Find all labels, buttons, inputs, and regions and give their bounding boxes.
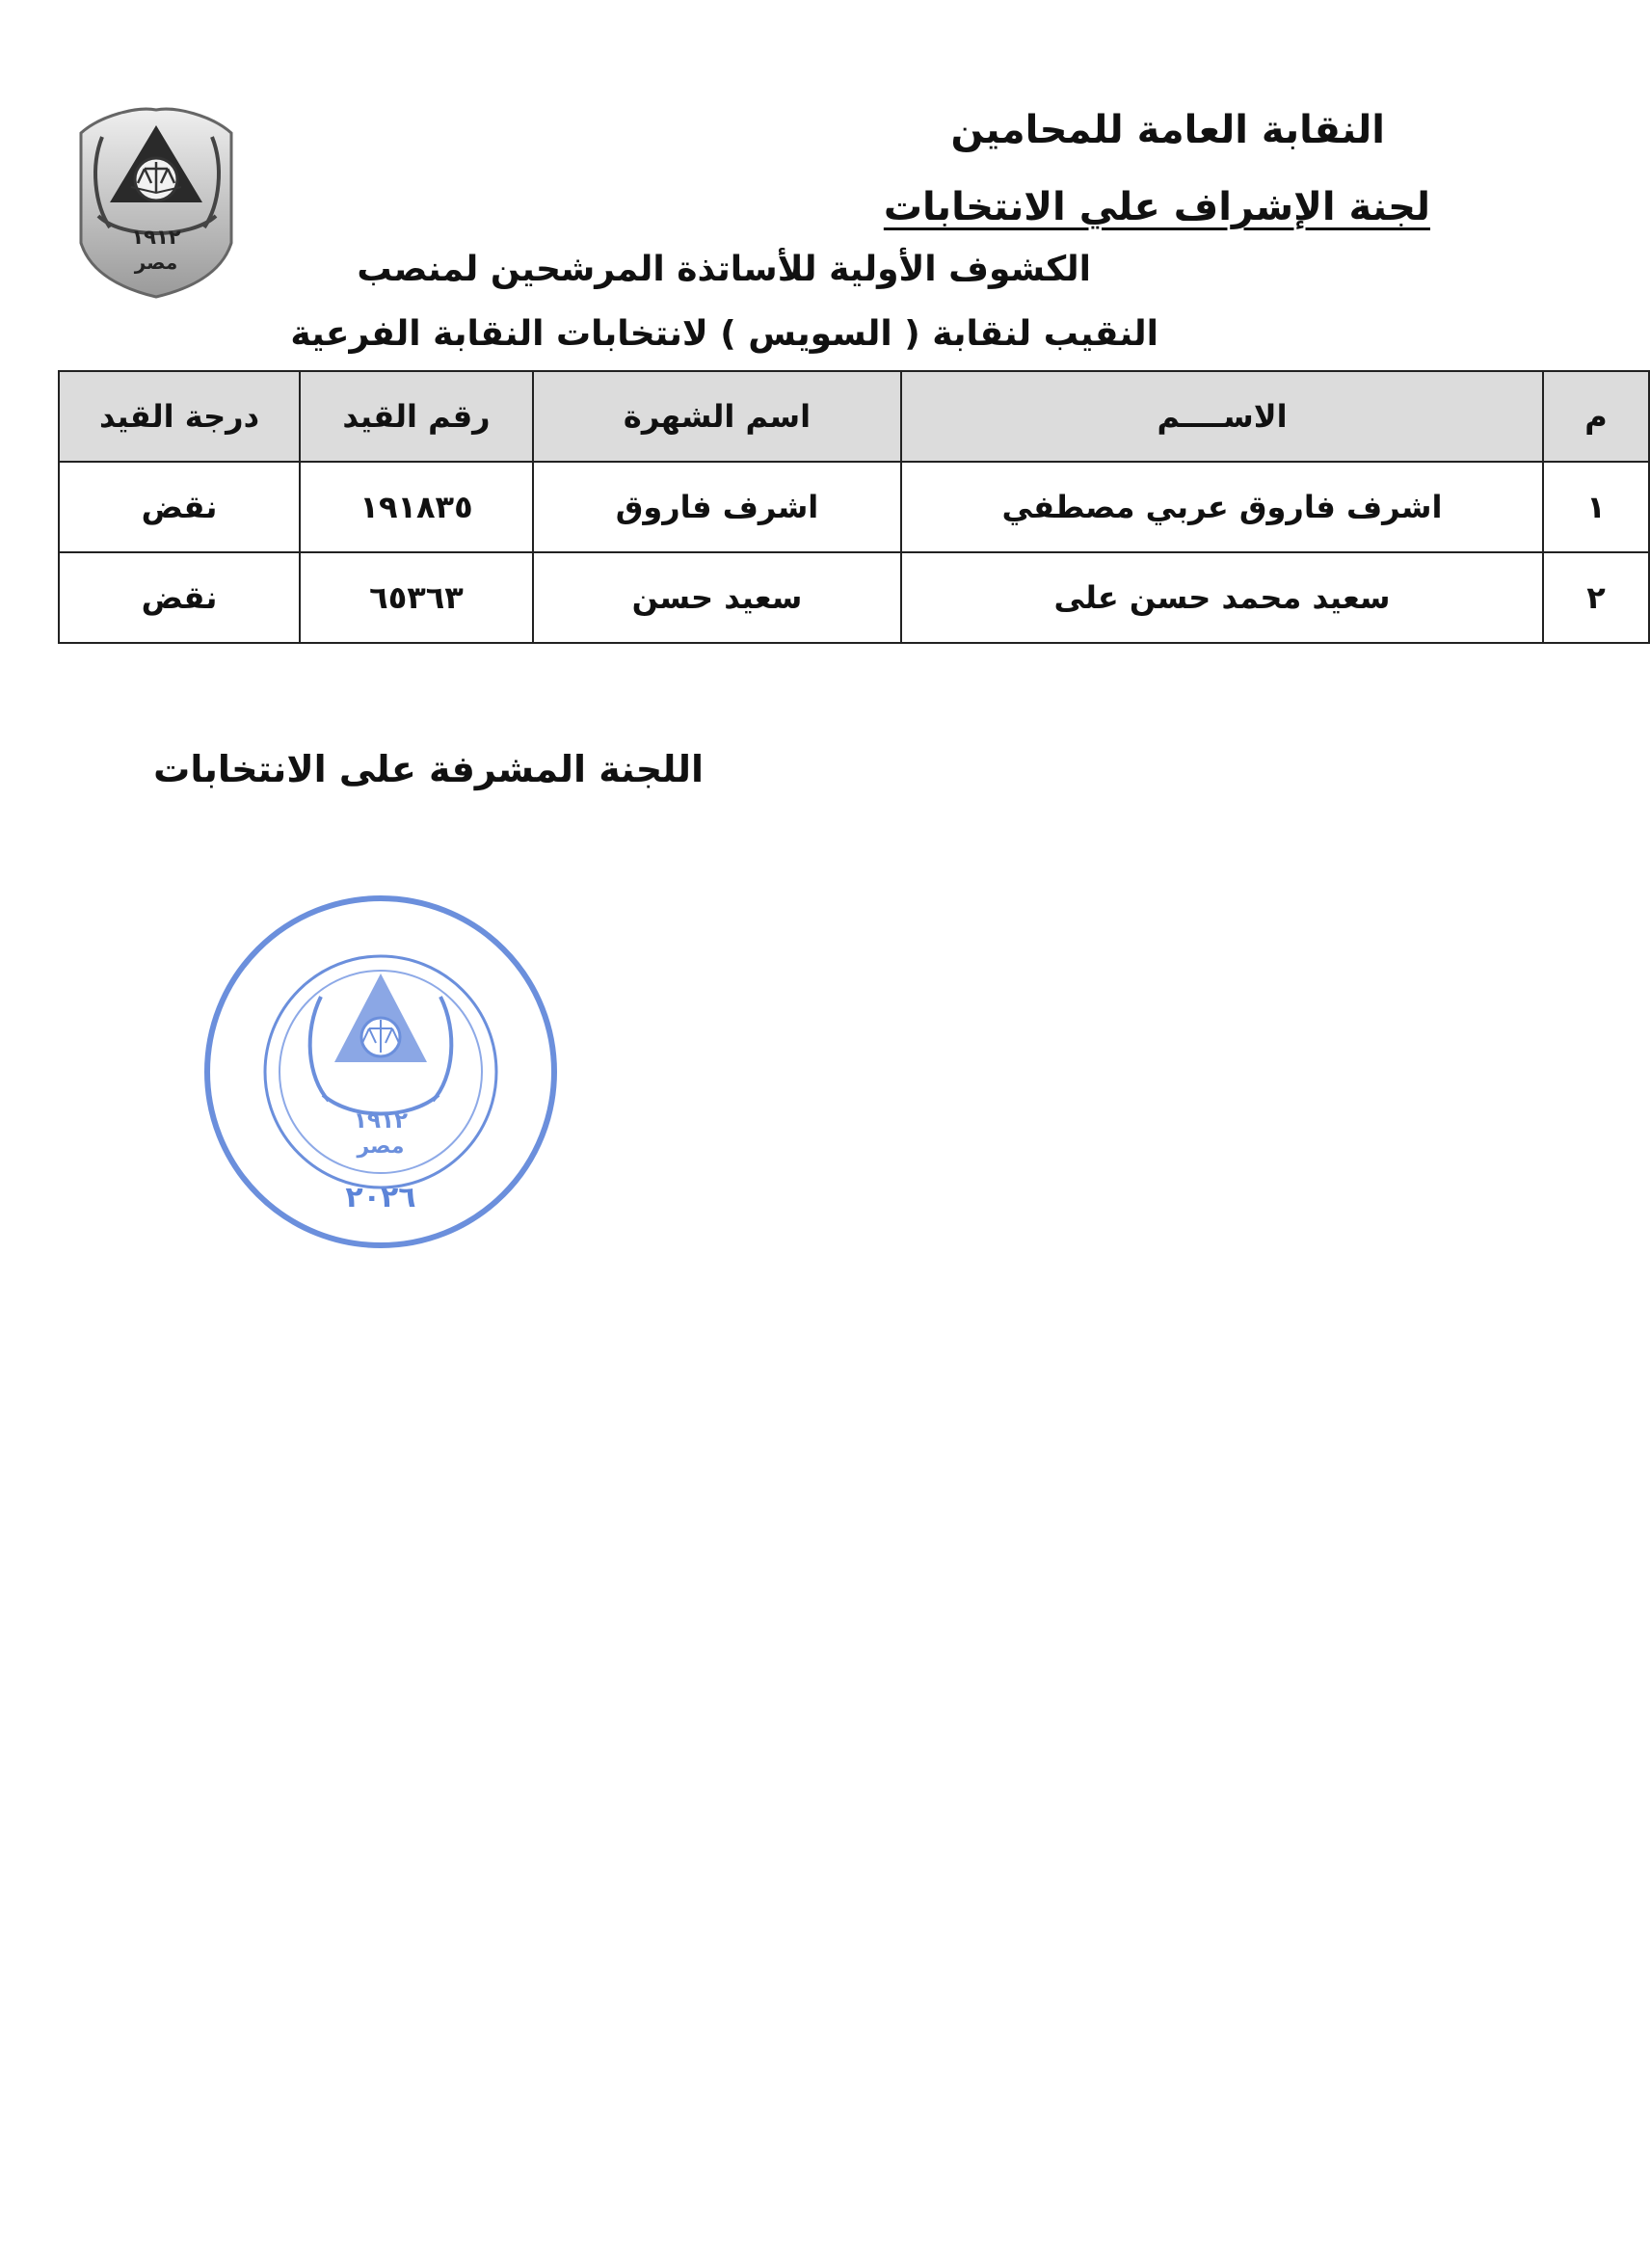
table-row <box>59 462 1649 552</box>
registration-number: ١٩١٨٣٥ <box>300 462 533 552</box>
header-nickname: اسم الشهرة <box>533 371 901 462</box>
committee-title: لجنة الإشراف علي الانتخابات <box>883 185 1430 229</box>
candidate-nickname: سعيد حسن <box>533 552 901 643</box>
registration-degree: نقض <box>59 462 300 552</box>
stamp-country-text: مصر <box>357 1134 405 1159</box>
document-title-line-1: الكشوف الأولية للأساتذة المرشحين لمنصب <box>357 250 1091 289</box>
stamp-year-text: ١٩١٢ <box>353 1108 409 1134</box>
candidate-nickname: اشرف فاروق <box>533 462 901 552</box>
registration-number: ٦٥٣٦٣ <box>300 552 533 643</box>
bar-association-logo <box>67 98 247 303</box>
header-registration-number: رقم القيد <box>300 371 533 462</box>
table-row <box>59 552 1649 643</box>
header-degree: درجة القيد <box>59 371 300 462</box>
logo-year-text: ١٩١٢ <box>131 226 181 249</box>
header-name: الاســــم <box>901 371 1543 462</box>
candidate-name: سعيد محمد حسن على <box>901 552 1543 643</box>
official-stamp <box>198 889 564 1255</box>
stamp-date-text: ٢٠٢٦ <box>345 1181 416 1214</box>
registration-degree: نقض <box>59 552 300 643</box>
row-number: ٢ <box>1543 552 1649 643</box>
logo-country-text: مصر <box>134 251 178 274</box>
row-number: ١ <box>1543 462 1649 552</box>
candidates-table-container <box>58 370 1608 644</box>
header-no: م <box>1543 371 1649 462</box>
document-title-line-2: النقيب لنقابة ( السويس ) لانتخابات النقابة الفرعية <box>290 314 1158 354</box>
candidate-name: اشرف فاروق عربي مصطفي <box>901 462 1543 552</box>
supervising-committee-label: اللجنة المشرفة على الانتخابات <box>153 748 704 790</box>
candidates-table <box>58 370 1650 644</box>
table-header-row <box>59 371 1649 462</box>
union-name: النقابة العامة للمحامين <box>950 108 1385 152</box>
